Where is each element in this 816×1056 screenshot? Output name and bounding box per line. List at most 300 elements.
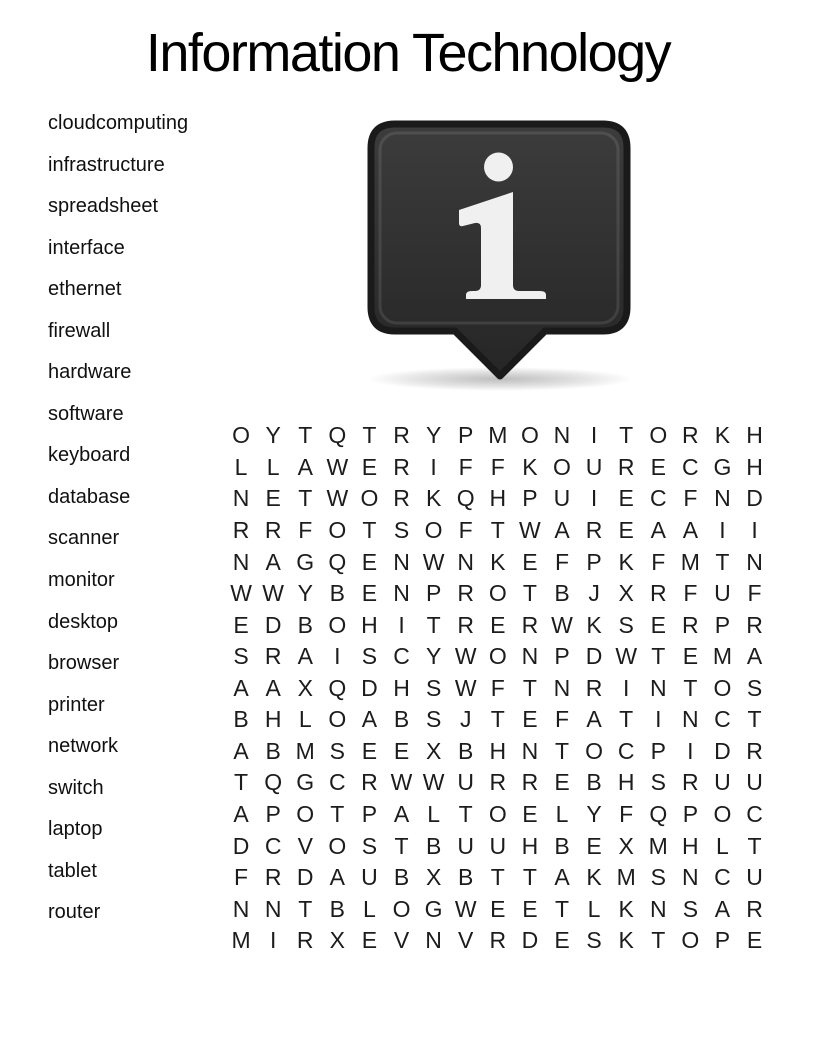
grid-cell: K [522,453,538,480]
grid-cell: S [329,737,345,764]
word-list-item: software [48,402,124,425]
word-list-item: keyboard [48,444,131,467]
grid-cell: A [682,516,699,543]
grid-cell: U [746,864,763,891]
grid-cell: C [682,453,699,480]
grid-cell: T [330,801,345,828]
grid-cell: P [265,801,281,828]
grid-cell: T [554,895,570,922]
grid-cell: D [232,832,250,859]
grid-cell: M [680,548,700,575]
grid-cell: R [617,453,635,480]
word-list-item: spreadsheet [48,195,159,218]
grid-cell: I [751,516,758,543]
grid-cell: C [617,737,635,764]
grid-cell: G [296,769,315,796]
grid-cell: W [390,769,413,796]
grid-cell: O [328,832,347,859]
word-list-item: monitor [48,569,115,592]
grid-cell: O [585,737,604,764]
grid-cell: P [425,580,442,607]
grid-cell: W [454,895,477,922]
grid-cell: A [265,674,281,701]
grid-cell: O [488,643,507,670]
grid-cell: O [328,611,347,638]
grid-cell: F [458,453,473,480]
grid-cell: R [489,927,507,954]
grid-cell: A [714,895,731,922]
grid-cell: D [264,611,282,638]
grid-cell: P [458,422,474,449]
grid-cell: P [586,548,602,575]
grid-cell: H [746,422,763,449]
grid-cell: A [554,516,570,543]
grid-cell: X [425,737,442,764]
grid-cell: D [585,643,603,670]
grid-cell: B [458,864,474,891]
info-glyph-dot [484,153,513,182]
grid-cell: E [265,485,281,512]
grid-cell: F [619,801,634,828]
grid-cell: X [618,832,634,859]
grid-cell: W [326,453,349,480]
grid-cell: M [295,737,315,764]
grid-cell: N [264,895,282,922]
grid-cell: E [361,737,378,764]
grid-cell: R [393,422,410,449]
grid-cell: N [682,706,699,733]
grid-cell: O [681,927,700,954]
grid-cell: Q [328,548,347,575]
grid-cell: N [682,864,699,891]
grid-cell: R [521,769,539,796]
grid-cell: N [425,927,442,954]
grid-cell: D [296,864,314,891]
grid-cell: R [746,611,763,638]
grid-cell: P [714,611,731,638]
grid-cell: T [490,706,505,733]
grid-cell: N [553,422,571,449]
grid-cell: W [551,611,573,638]
grid-cell: S [586,927,602,954]
grid-cell: I [719,516,726,543]
grid-cell: E [554,769,570,796]
grid-cell: O [488,801,507,828]
grid-cell: T [458,801,473,828]
grid-cell: W [454,674,477,701]
grid-cell: T [747,706,762,733]
grid-cell: P [554,643,570,670]
grid-cell: A [265,548,281,575]
grid-cell: O [488,580,507,607]
grid-cell: T [651,927,666,954]
grid-cell: N [232,485,250,512]
grid-cell: A [554,864,570,891]
grid-cell: T [362,422,377,449]
grid-cell: M [231,927,251,954]
grid-cell: J [459,706,472,733]
grid-cell: C [329,769,346,796]
grid-cell: E [522,706,538,733]
grid-cell: E [490,895,506,922]
grid-cell: V [393,927,410,954]
word-list-item: ethernet [48,278,122,301]
grid-cell: T [747,832,762,859]
word-list-item: cloudcomputing [48,112,189,134]
grid-cell: W [615,643,638,670]
information-icon [365,118,635,396]
grid-cell: R [232,516,250,543]
grid-cell: C [393,643,410,670]
grid-cell: P [682,801,699,828]
grid-cell: B [393,706,410,733]
grid-cell: M [488,422,508,449]
grid-cell: T [362,516,377,543]
grid-cell: X [425,864,442,891]
grid-cell: U [585,453,603,480]
grid-cell: C [714,864,731,891]
grid-cell: B [393,864,410,891]
grid-cell: L [266,453,280,480]
grid-cell: I [590,422,598,449]
grid-cell: A [393,801,410,828]
grid-cell: N [521,737,539,764]
grid-cell: F [683,580,698,607]
grid-cell: T [298,485,313,512]
grid-cell: L [587,895,601,922]
grid-cell: O [392,895,411,922]
grid-cell: E [361,453,378,480]
grid-cell: F [651,548,666,575]
grid-cell: R [393,485,410,512]
word-search-grid [225,420,771,957]
grid-cell: D [714,737,731,764]
grid-cell: P [650,737,666,764]
grid-cell: B [586,769,602,796]
grid-cell: R [682,422,699,449]
grid-cell: E [393,737,410,764]
grid-cell: F [298,516,313,543]
grid-cell: E [522,548,538,575]
grid-cell: R [393,453,410,480]
grid-cell: W [262,580,284,607]
grid-cell: Q [456,485,475,512]
grid-cell: N [553,674,571,701]
grid-cell: C [264,832,282,859]
grid-cell: P [361,801,378,828]
grid-cell: H [489,485,507,512]
word-list-item: tablet [48,859,97,882]
grid-cell: W [326,485,349,512]
grid-cell: B [297,611,313,638]
grid-cell: L [363,895,376,922]
grid-cell: I [590,485,598,512]
grid-cell: X [618,580,634,607]
grid-cell: S [361,643,378,670]
grid-cell: K [586,611,602,638]
grid-cell: U [553,485,571,512]
grid-cell: A [297,643,313,670]
grid-cell: O [713,674,732,701]
grid-cell: B [233,706,249,733]
word-list-item: database [48,485,131,508]
grid-cell: R [649,580,667,607]
grid-cell: C [746,801,763,828]
grid-cell: R [746,737,763,764]
grid-cell: E [233,611,249,638]
grid-cell: O [520,422,539,449]
grid-cell: T [298,895,313,922]
grid-cell: R [585,516,603,543]
grid-cell: K [490,548,506,575]
word-list-item: network [48,735,119,758]
grid-cell: D [746,485,763,512]
grid-cell: B [458,737,474,764]
grid-cell: M [616,864,636,891]
grid-cell: W [454,643,477,670]
grid-cell: N [746,548,763,575]
grid-cell: C [649,485,667,512]
grid-cell: O [713,801,732,828]
grid-cell: J [588,580,600,607]
grid-cell: I [687,737,694,764]
grid-cell: H [361,611,378,638]
grid-cell: B [425,832,442,859]
grid-cell: B [554,580,570,607]
grid-cell: H [393,674,410,701]
grid-cell: I [334,643,341,670]
grid-cell: I [622,674,630,701]
word-list-item: infrastructure [48,153,165,176]
grid-cell: U [457,769,475,796]
grid-cell: S [425,706,442,733]
grid-cell: A [586,706,602,733]
grid-cell: I [430,453,437,480]
grid-cell: D [521,927,539,954]
grid-cell: O [424,516,443,543]
grid-cell: V [458,927,474,954]
grid-cell: O [360,485,379,512]
grid-cell: O [328,706,347,733]
grid-cell: N [649,674,667,701]
grid-cell: T [522,580,537,607]
word-list-item: firewall [48,319,111,342]
grid-cell: K [425,485,442,512]
grid-cell: G [424,895,443,922]
grid-cell: K [618,548,634,575]
word-list-item: laptop [48,818,103,841]
grid-cell: E [361,548,378,575]
grid-cell: E [490,611,506,638]
grid-cell: Q [328,422,347,449]
grid-cell: O [649,422,668,449]
grid-cell: G [713,453,732,480]
grid-cell: E [522,801,538,828]
grid-cell: W [519,516,541,543]
grid-cell: O [553,453,571,480]
grid-cell: T [394,832,409,859]
grid-cell: U [457,832,475,859]
grid-cell: Q [264,769,283,796]
grid-cell: S [650,769,666,796]
grid-cell: B [265,737,281,764]
grid-cell: E [586,832,602,859]
grid-cell: S [746,674,763,701]
grid-cell: T [490,516,505,543]
grid-cell: N [714,485,731,512]
grid-cell: K [714,422,731,449]
grid-cell: L [716,832,729,859]
grid-cell: H [264,706,282,733]
grid-cell: I [269,927,277,954]
grid-cell: A [233,801,249,828]
grid-cell: S [361,832,378,859]
grid-cell: T [426,611,441,638]
grid-cell: R [682,769,699,796]
grid-cell: Y [586,801,602,828]
grid-cell: W [230,580,252,607]
grid-cell: P [714,927,731,954]
grid-cell: O [296,801,315,828]
grid-cell: S [618,611,634,638]
word-list-item: hardware [48,361,132,384]
grid-cell: T [683,674,698,701]
grid-cell: T [715,548,730,575]
grid-cell: L [427,801,440,828]
grid-cell: S [233,643,249,670]
grid-cell: X [297,674,313,701]
grid-cell: Q [649,801,668,828]
grid-cell: F [490,453,505,480]
word-list-item: interface [48,236,125,259]
grid-cell: R [264,864,282,891]
grid-cell: T [522,864,537,891]
word-list-item: printer [48,693,105,716]
page-title: Information Technology [145,23,671,83]
grid-cell: E [650,453,666,480]
grid-cell: R [264,643,282,670]
grid-cell: R [457,611,475,638]
grid-cell: U [746,769,763,796]
grid-cell: U [489,832,507,859]
grid-cell: I [398,611,405,638]
word-list-item: desktop [48,610,119,633]
grid-cell: U [714,769,731,796]
grid-cell: E [618,516,634,543]
word-list-item: browser [48,652,120,675]
grid-cell: M [712,643,733,670]
grid-cell: A [746,643,763,670]
grid-cell: G [296,548,315,575]
grid-cell: S [650,864,666,891]
grid-cell: O [328,516,347,543]
word-list [48,103,188,934]
word-list-item: switch [48,776,104,799]
grid-cell: S [393,516,410,543]
grid-cell: R [361,769,378,796]
grid-cell: N [232,895,250,922]
grid-cell: E [361,927,378,954]
grid-cell: F [490,674,505,701]
grid-cell: C [714,706,731,733]
grid-cell: X [329,927,345,954]
grid-cell: N [232,548,250,575]
grid-cell: H [617,769,635,796]
grid-cell: T [554,737,570,764]
grid-cell: H [682,832,699,859]
grid-cell: W [422,769,445,796]
grid-cell: T [651,643,666,670]
grid-cell: R [489,769,507,796]
grid-cell: K [618,927,634,954]
grid-cell: N [393,580,410,607]
grid-cell: A [329,864,345,891]
grid-cell: L [298,706,312,733]
grid-cell: B [329,895,345,922]
grid-cell: D [361,674,378,701]
grid-cell: T [522,674,537,701]
grid-cell: H [521,832,539,859]
word-list-item: router [48,901,101,924]
grid-cell: T [619,422,634,449]
grid-cell: Y [425,422,442,449]
grid-cell: W [422,548,445,575]
grid-cell: R [682,611,699,638]
word-list-item: scanner [48,527,120,550]
grid-cell: T [619,706,634,733]
grid-cell: F [554,548,570,575]
grid-cell: V [297,832,313,859]
grid-cell: E [554,927,570,954]
grid-cell: T [298,422,313,449]
grid-cell: Y [297,580,313,607]
grid-cell: A [297,453,313,480]
grid-cell: E [746,927,763,954]
grid-cell: N [457,548,475,575]
grid-cell: M [648,832,668,859]
grid-cell: K [618,895,634,922]
grid-cell: N [649,895,667,922]
grid-cell: R [585,674,603,701]
grid-cell: E [522,895,538,922]
grid-cell: P [522,485,538,512]
grid-cell: H [746,453,763,480]
grid-cell: Y [425,643,442,670]
grid-cell: R [264,516,282,543]
grid-cell: F [747,580,762,607]
grid-cell: R [746,895,763,922]
grid-cell: F [458,516,473,543]
grid-cell: A [233,674,249,701]
grid-cell: R [296,927,314,954]
grid-cell: F [683,485,698,512]
grid-cell: R [521,611,539,638]
grid-cell: B [554,832,570,859]
grid-cell: T [234,769,249,796]
grid-cell: L [555,801,569,828]
grid-cell: E [361,580,378,607]
grid-cell: S [682,895,699,922]
grid-cell: T [490,864,505,891]
grid-cell: L [234,453,248,480]
grid-cell: O [232,422,250,449]
grid-cell: U [714,580,731,607]
grid-cell: A [233,737,249,764]
grid-cell: A [361,706,378,733]
grid-cell: A [650,516,666,543]
grid-cell: F [234,864,249,891]
grid-cell: Y [265,422,281,449]
